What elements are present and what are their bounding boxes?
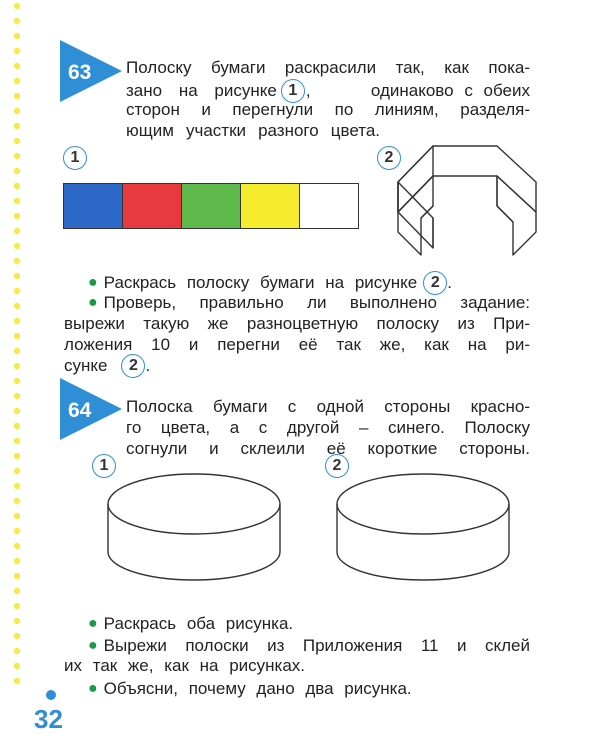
margin-dot <box>14 543 20 549</box>
margin-dot <box>14 333 20 339</box>
task-63-line-4: ющим участки разного цвета. <box>126 121 380 140</box>
margin-dot <box>14 153 20 159</box>
margin-dot <box>14 483 20 489</box>
task-63-bullet-2-text-4: сунке <box>64 356 108 375</box>
margin-dot <box>14 678 20 684</box>
task-64-line-3: согнули и склеили её короткие стороны. <box>126 439 530 458</box>
task-64-badge <box>60 378 130 440</box>
margin-dot <box>14 378 20 384</box>
margin-dot <box>14 468 20 474</box>
margin-dot <box>14 18 20 24</box>
strip-cell-white <box>300 184 358 228</box>
page-number-dot <box>46 690 56 700</box>
margin-dot <box>14 303 20 309</box>
margin-dots <box>12 0 22 690</box>
margin-dot <box>14 168 20 174</box>
task-63-bullet-2-line-4: сунке 2 . <box>64 354 150 378</box>
task-64-fig2-label: 2 <box>325 454 349 478</box>
task-63-bullet-1: ● Раскрась полоску бумаги на рисунке 2 . <box>88 271 548 295</box>
page-number: 32 <box>34 704 63 734</box>
task-64-bullet-3 <box>88 679 412 699</box>
bullet-icon: ● <box>88 274 98 291</box>
folded-strip-drawing <box>393 142 543 262</box>
task-63-line-2b: одинаково с обеих <box>370 81 530 100</box>
margin-dot <box>14 3 20 9</box>
bullet-icon: ● <box>88 615 98 632</box>
margin-dot <box>14 498 20 504</box>
bullet-icon: ● <box>88 637 98 654</box>
task-63-bullet-2-line-3: ложения 10 и перегни её так же, как на ри- <box>64 335 530 354</box>
task-63-bullet-2-line-2: вырежи такую же разноцветную полоску из При- <box>64 314 530 333</box>
margin-dot <box>14 318 20 324</box>
margin-dot <box>14 558 20 564</box>
ring-drawing-1 <box>104 470 284 582</box>
task-63-ref-circle: 1 <box>281 79 305 103</box>
margin-dot <box>14 588 20 594</box>
task-64-fig1-label: 1 <box>92 454 116 478</box>
strip-cell-red <box>123 184 182 228</box>
margin-dot <box>14 423 20 429</box>
margin-dot <box>14 48 20 54</box>
task-63-badge <box>60 40 130 102</box>
margin-dot <box>14 393 20 399</box>
margin-dot <box>14 198 20 204</box>
task-64-bullet-1 <box>88 614 293 634</box>
task-63-bullet-2-ref: 2 <box>121 354 145 378</box>
margin-dot <box>14 603 20 609</box>
task-63-number: 63 <box>68 61 92 84</box>
task-63-bullet-2-line-1 <box>88 293 530 313</box>
task-64-bullet-3-text: Объясни, почему дано два рисунка. <box>103 679 412 698</box>
task-63-line-3: сторон и перегнули по линиям, разделя- <box>126 100 530 119</box>
margin-dot <box>14 258 20 264</box>
ring-drawing-2 <box>333 470 513 582</box>
task-63-line-2: зано на рисунке 1 , одинаково с обеих <box>126 79 530 103</box>
margin-dot <box>14 513 20 519</box>
margin-dot <box>14 408 20 414</box>
task-63-bullet-1-text: Раскрась полоску бумаги на рисунке <box>103 273 418 292</box>
margin-dot <box>14 78 20 84</box>
task-64-line-2: го цвета, а с другой – синего. Полоску <box>126 418 530 437</box>
margin-dot <box>14 288 20 294</box>
margin-dot <box>14 273 20 279</box>
bullet-icon: ● <box>88 294 98 311</box>
task-63-bullet-1-ref: 2 <box>423 271 447 295</box>
margin-dot <box>14 438 20 444</box>
margin-dot <box>14 453 20 459</box>
margin-dot <box>14 33 20 39</box>
task-63-fig1-label: 1 <box>63 146 87 170</box>
margin-dot <box>14 663 20 669</box>
margin-dot <box>14 183 20 189</box>
task-64-bullet-2-line-2: их так же, как на рисунках. <box>64 656 306 675</box>
margin-dot <box>14 528 20 534</box>
task-63-fig2-label: 2 <box>377 146 401 170</box>
strip-cell-green <box>182 184 241 228</box>
margin-dot <box>14 633 20 639</box>
margin-dot <box>14 63 20 69</box>
task-64-bullet-1-text: Раскрась оба рисунка. <box>103 614 294 633</box>
margin-dot <box>14 348 20 354</box>
task-64-number: 64 <box>68 399 92 422</box>
margin-dot <box>14 648 20 654</box>
task-63-line-1: Полоску бумаги раскрасили так, как пока- <box>126 58 530 77</box>
margin-dot <box>14 228 20 234</box>
task-64-line-1: Полоска бумаги с одной стороны красно- <box>126 397 530 416</box>
bullet-icon: ● <box>88 680 98 697</box>
margin-dot <box>14 123 20 129</box>
margin-dot <box>14 93 20 99</box>
margin-dot <box>14 363 20 369</box>
task-64-bullet-2-text-1: Вырежи полоски из Приложения 11 и склей <box>103 636 530 655</box>
task-63-line-2a: зано на рисунке <box>126 81 277 100</box>
margin-dot <box>14 573 20 579</box>
margin-dot <box>14 618 20 624</box>
margin-dot <box>14 108 20 114</box>
strip-cell-yellow <box>241 184 300 228</box>
colored-strip <box>63 183 359 229</box>
task-64-bullet-2-line-1 <box>88 636 530 656</box>
margin-dot <box>14 213 20 219</box>
task-63-bullet-2-text-1: Проверь, правильно ли выполнено задание: <box>103 293 530 312</box>
margin-dot <box>14 138 20 144</box>
margin-dot <box>14 243 20 249</box>
strip-cell-blue <box>64 184 123 228</box>
